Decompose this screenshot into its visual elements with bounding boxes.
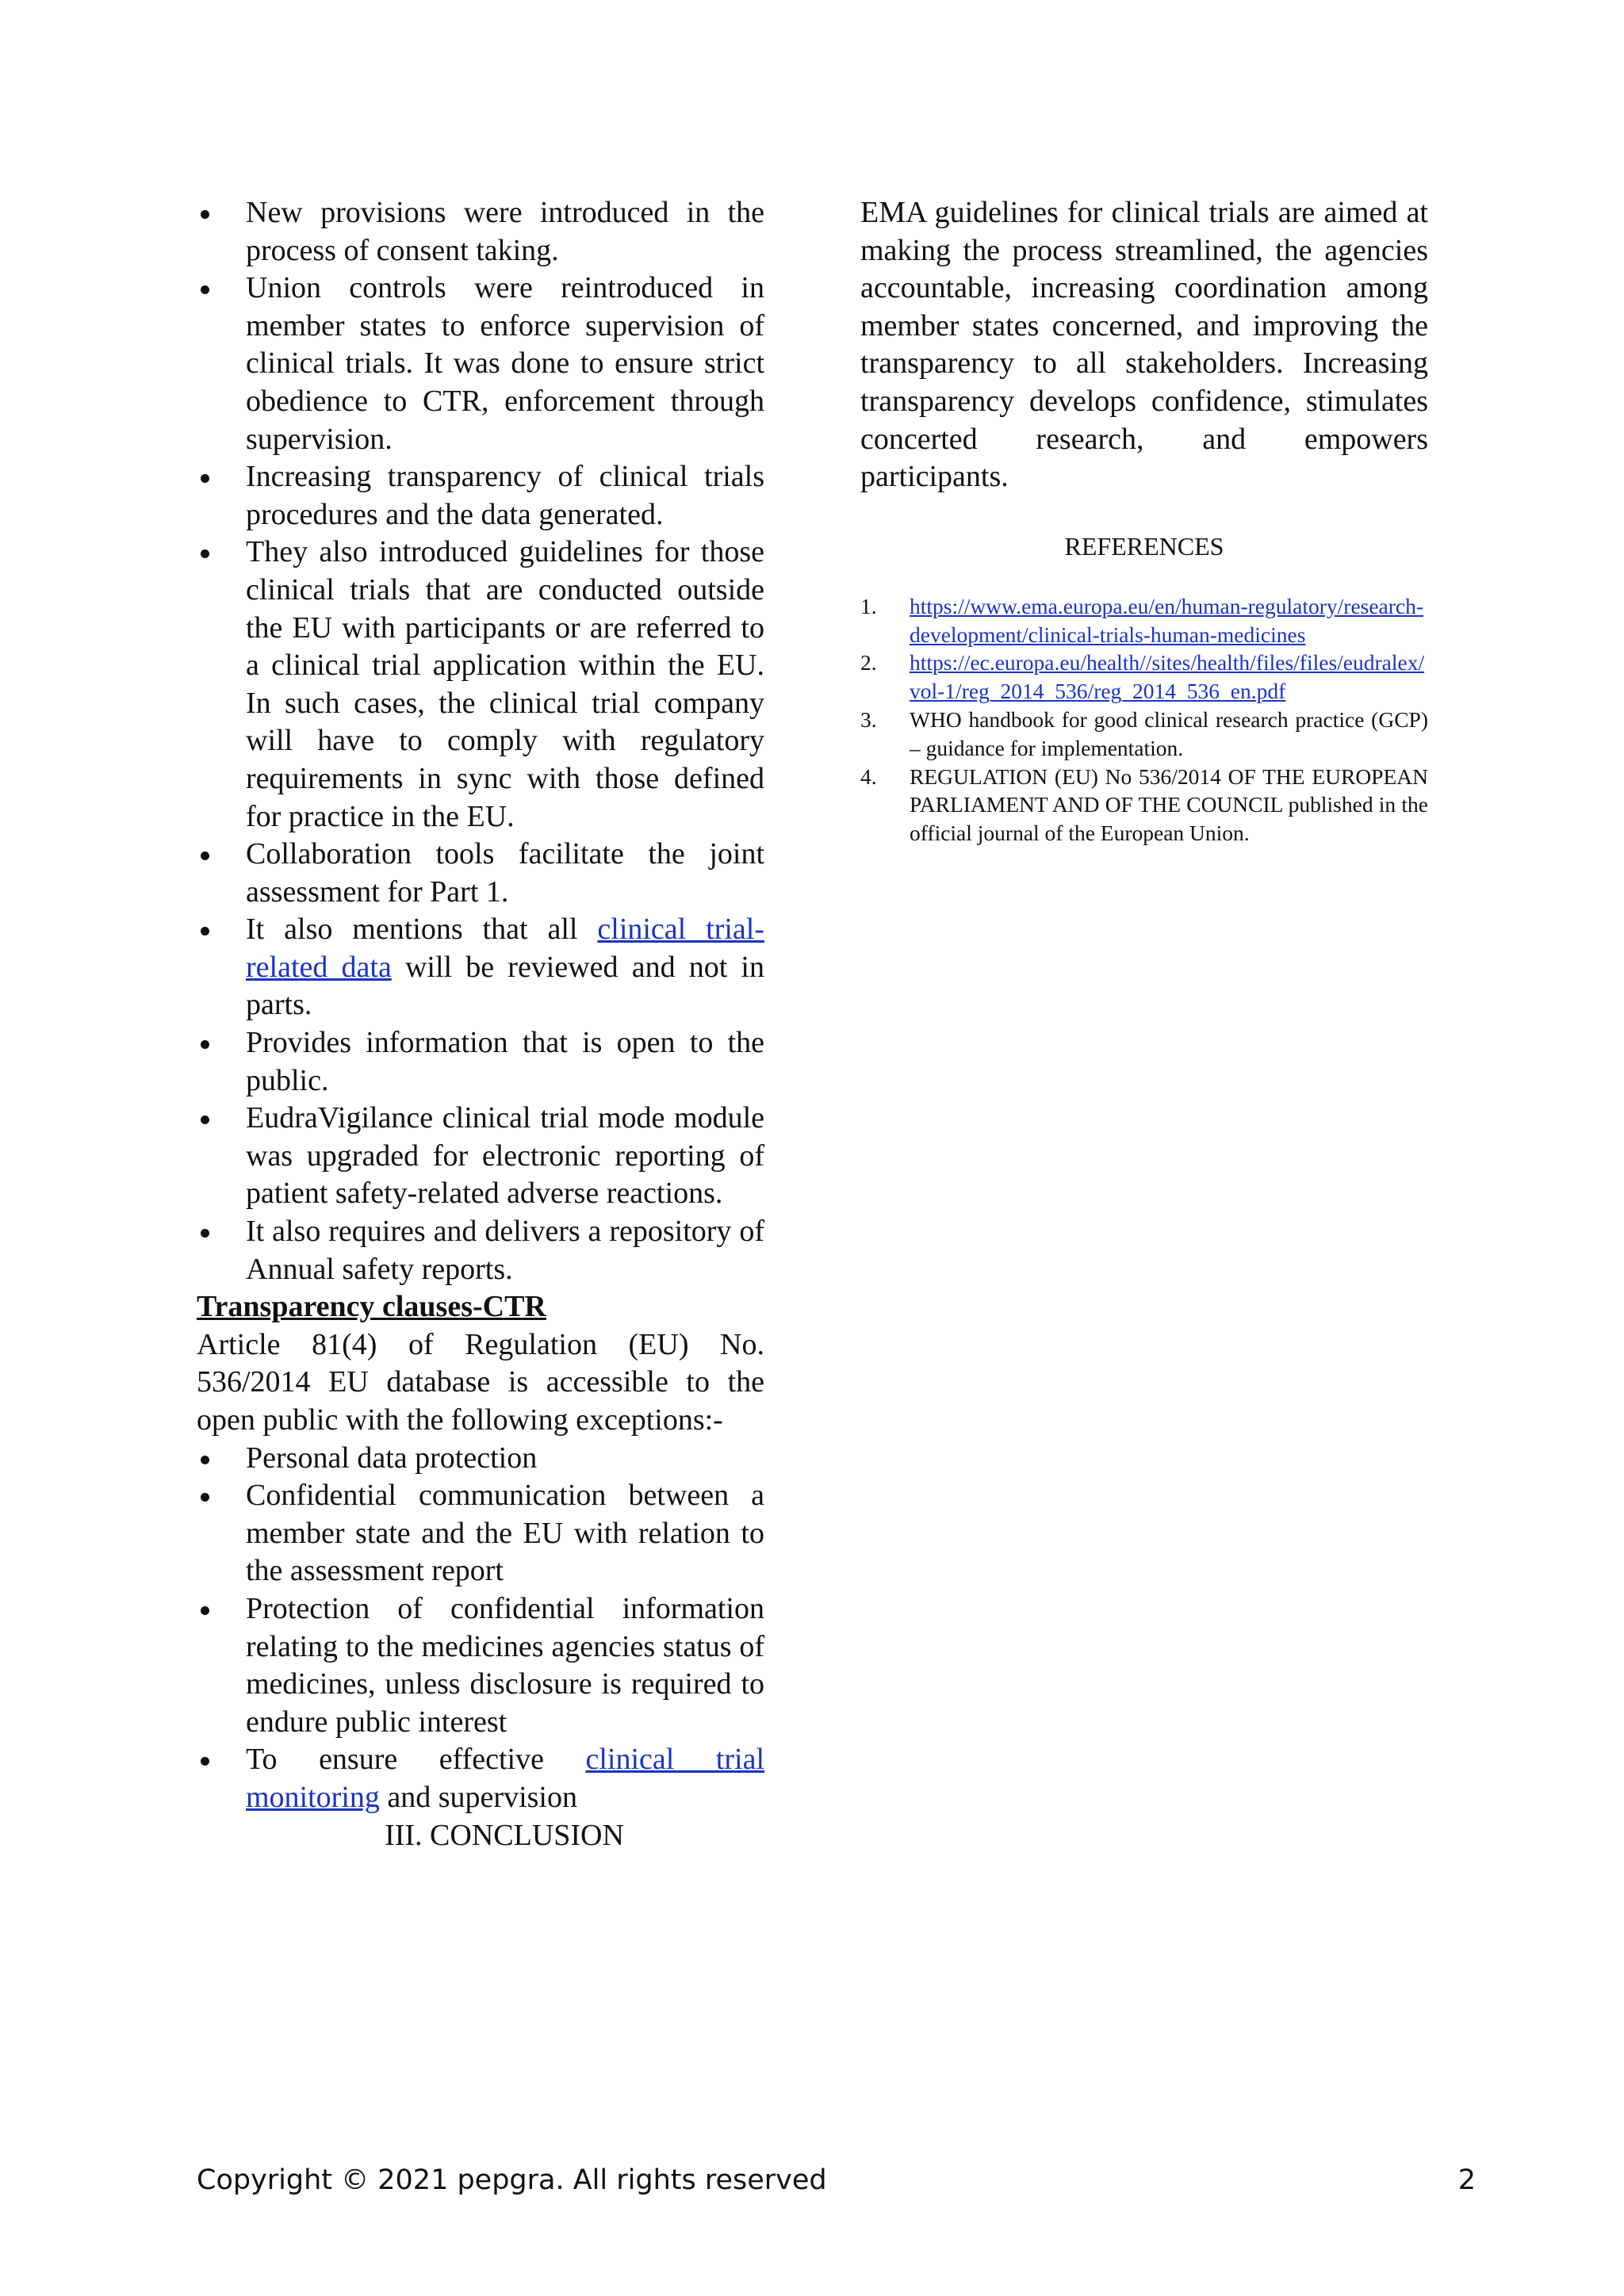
reference-item xyxy=(860,706,1428,763)
bullet-icon xyxy=(201,1606,209,1615)
bullet-icon xyxy=(201,210,209,219)
bullet-icon xyxy=(201,549,209,558)
list-item xyxy=(197,1440,764,1478)
clinical-trial-monitoring-link[interactable]: clinical trial monitoring xyxy=(246,1743,764,1814)
list-item xyxy=(197,836,764,911)
list-item xyxy=(197,1477,764,1590)
list-item-text: Provides information that is open to the public. xyxy=(246,1026,764,1097)
list-item xyxy=(197,194,764,270)
section-heading-conclusion: III. CONCLUSION xyxy=(385,1818,624,1852)
section-heading-transparency: Transparency clauses-CTR xyxy=(197,1290,546,1324)
bullet-icon xyxy=(201,1456,209,1464)
reference-number: 1. xyxy=(860,593,877,618)
list-item-text: EudraVigilance clinical trial mode module was upgraded for electronic reporting of patient safety-related adverse reactions. xyxy=(246,1101,764,1211)
reference-link[interactable]: https://ec.europa.eu/health//sites/health/files/files/eudralex/vol-1/reg_2014_536/reg_2014_536_en.pdf xyxy=(910,650,1425,704)
page-footer xyxy=(197,2164,1476,2196)
bullet-icon xyxy=(201,1040,209,1049)
reference-item xyxy=(860,763,1428,848)
bullet-list-exceptions xyxy=(197,1440,764,1817)
bullet-icon xyxy=(201,927,209,936)
bullet-list-features xyxy=(197,194,764,1288)
list-item xyxy=(197,534,764,836)
references-heading: REFERENCES xyxy=(1064,531,1224,561)
list-item-text: Union controls were reintroduced in member states to enforce supervision of clinical trials. It was done to ensure strict obedience to CTR, enforcement through supervision. xyxy=(246,271,764,456)
list-item xyxy=(197,1213,764,1288)
list-item-text: Collaboration tools facilitate the joint assessment for Part 1. xyxy=(246,837,764,909)
list-item xyxy=(197,1741,764,1816)
reference-number: 4. xyxy=(860,763,877,789)
list-item-text-before: It also mentions that all xyxy=(246,913,598,947)
list-item-text-before: To ensure effective xyxy=(246,1743,586,1777)
reference-number: 3. xyxy=(860,706,877,732)
page-number: 2 xyxy=(1457,2164,1476,2196)
reference-item xyxy=(860,649,1428,706)
bullet-icon xyxy=(201,1493,209,1502)
bullet-icon xyxy=(201,1229,209,1238)
list-item xyxy=(197,1100,764,1213)
bullet-icon xyxy=(201,1115,209,1124)
list-item-text-after: will be reviewed and not in parts. xyxy=(246,950,764,1022)
bullet-icon xyxy=(201,474,209,483)
bullet-icon xyxy=(201,1757,209,1766)
reference-text: REGULATION (EU) No 536/2014 OF THE EUROPEAN PARLIAMENT AND OF THE COUNCIL published in the official journal of the European Union. xyxy=(910,763,1428,846)
reference-item xyxy=(860,592,1428,649)
references-list xyxy=(860,592,1428,848)
list-item-text: Personal data protection xyxy=(246,1441,538,1475)
list-item xyxy=(197,458,764,534)
bullet-icon xyxy=(201,285,209,294)
clinical-trial-related-data-link[interactable]: clinical trial-related data xyxy=(246,913,764,984)
list-item xyxy=(197,1590,764,1741)
copyright-text: Copyright © 2021 pepgra. All rights reserved xyxy=(197,2164,827,2196)
list-item xyxy=(197,1024,764,1100)
list-item-text: Increasing transparency of clinical trials procedures and the data generated. xyxy=(246,460,764,531)
list-item xyxy=(197,911,764,1024)
article-paragraph: Article 81(4) of Regulation (EU) No. 536/2014 EU database is accessible to the open public with the following exceptions:- xyxy=(197,1327,764,1437)
list-item xyxy=(197,270,764,458)
reference-text: WHO handbook for good clinical research practice (GCP) – guidance for implementation. xyxy=(910,706,1428,760)
list-item-text: It also requires and delivers a repository of Annual safety reports. xyxy=(246,1215,764,1286)
reference-link[interactable]: https://www.ema.europa.eu/en/human-regulatory/research-development/clinical-trials-human-medicines xyxy=(910,593,1424,647)
left-column xyxy=(197,194,764,1854)
reference-number: 2. xyxy=(860,650,877,675)
list-item-text: New provisions were introduced in the process of consent taking. xyxy=(246,196,764,267)
list-item-text: Confidential communication between a member state and the EU with relation to the assessment report xyxy=(246,1479,764,1588)
list-item-text-after: and supervision xyxy=(379,1780,577,1814)
conclusion-paragraph: EMA guidelines for clinical trials are aimed at making the process streamlined, the agencies accountable, increasing coordination among member states concerned, and improving the transparency to all stakeholders. Increasing transparency develops confidence, stimulates concerted research, and empowers participants. xyxy=(860,196,1428,494)
list-item-text: Protection of confidential information relating to the medicines agencies status of medicines, unless disclosure is required to endure public interest xyxy=(246,1591,764,1739)
list-item-text: They also introduced guidelines for those clinical trials that are conducted outside the EU with participants or are referred to a clinical trial application within the EU. In such cases, the clinical trial company will have to comply with regulatory requirements in sync with those defined for practice in the EU. xyxy=(246,535,764,833)
right-column xyxy=(860,194,1428,848)
bullet-icon xyxy=(201,851,209,860)
